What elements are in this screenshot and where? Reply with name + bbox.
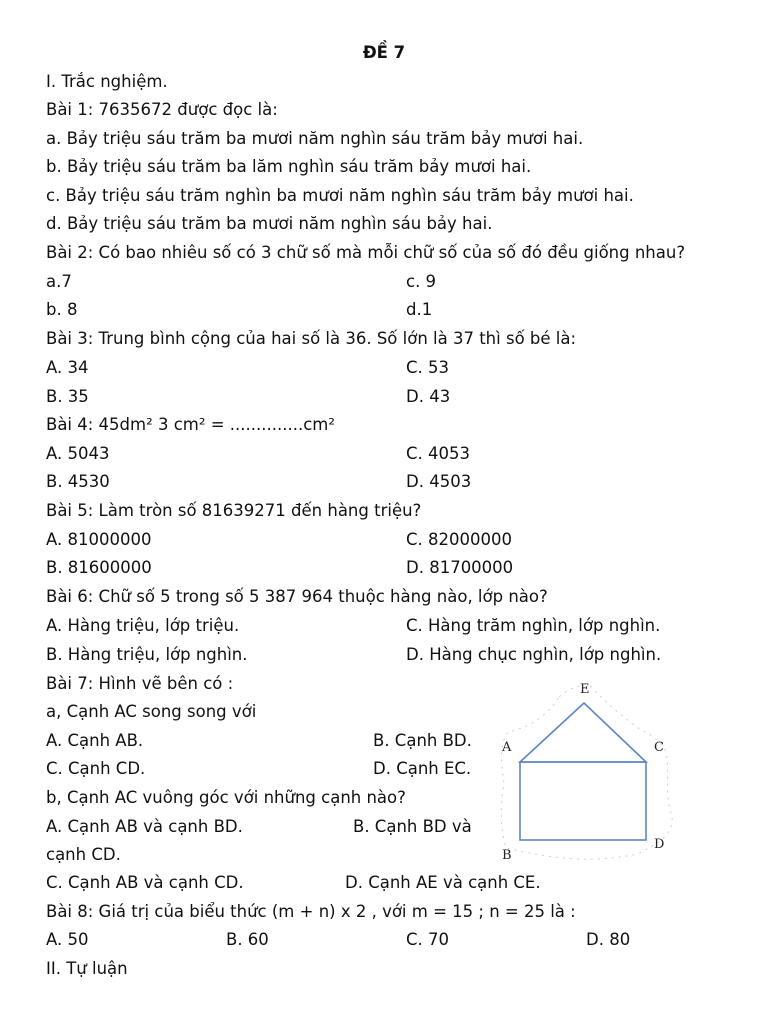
question-1-option-a: a. Bảy triệu sáu trăm ba mươi năm nghìn sáu trăm bảy mươi hai. xyxy=(46,129,584,148)
vertex-label-b: B xyxy=(502,848,512,863)
question-7a-option-c: C. Cạnh CD. xyxy=(46,759,146,778)
question-1-stem: Bài 1: 7635672 được đọc là: xyxy=(46,100,278,119)
question-2-option-d: d.1 xyxy=(406,300,433,319)
question-7-part-a: a, Cạnh AC song song với xyxy=(46,702,257,721)
question-4-option-b: B. 4530 xyxy=(46,472,110,491)
question-1-option-b: b. Bảy triệu sáu trăm ba lăm nghìn sáu trăm bảy mươi hai. xyxy=(46,157,532,176)
question-7a-option-a: A. Cạnh AB. xyxy=(46,731,144,750)
question-6-option-d: D. Hàng chục nghìn, lớp nghìn. xyxy=(406,645,662,664)
question-5-option-c: C. 82000000 xyxy=(406,530,512,549)
question-7b-option-b-continued: cạnh CD. xyxy=(46,845,121,864)
section-multiple-choice: I. Trắc nghiệm. xyxy=(46,72,168,91)
question-4-stem: Bài 4: 45dm² 3 cm² = ..............cm² xyxy=(46,415,335,434)
question-5-stem: Bài 5: Làm tròn số 81639271 đến hàng triệu? xyxy=(46,501,422,520)
question-3-option-b: B. 35 xyxy=(46,387,89,406)
question-5-option-a: A. 81000000 xyxy=(46,530,152,549)
page-title: ĐỀ 7 xyxy=(362,43,406,62)
vertex-label-d: D xyxy=(654,837,665,852)
triangle-aec xyxy=(520,703,646,762)
house-figure-svg xyxy=(488,676,678,866)
vertex-label-c: C xyxy=(654,740,664,755)
vertex-label-a: A xyxy=(502,740,512,755)
question-8-option-b: B. 60 xyxy=(226,930,269,949)
question-5-option-b: B. 81600000 xyxy=(46,558,152,577)
question-7b-option-d: D. Cạnh AE và cạnh CE. xyxy=(345,873,541,892)
question-7a-option-b: B. Cạnh BD. xyxy=(373,731,472,750)
question-3-option-c: C. 53 xyxy=(406,358,450,377)
question-7-stem: Bài 7: Hình vẽ bên có : xyxy=(46,674,234,693)
question-3-option-d: D. 43 xyxy=(406,387,451,406)
question-4-option-d: D. 4503 xyxy=(406,472,472,491)
rectangle-abdc xyxy=(520,762,646,840)
question-7-part-b: b, Cạnh AC vuông góc với những cạnh nào? xyxy=(46,788,406,807)
question-2-option-a: a.7 xyxy=(46,272,72,291)
question-8-option-d: D. 80 xyxy=(586,930,631,949)
section-essay: II. Tự luận xyxy=(46,959,128,978)
question-2-option-c: c. 9 xyxy=(406,272,437,291)
question-1-option-d: d. Bảy triệu sáu trăm ba mươi năm nghìn sáu bảy hai. xyxy=(46,214,493,233)
question-7b-option-c: C. Cạnh AB và cạnh CD. xyxy=(46,873,244,892)
question-3-stem: Bài 3: Trung bình cộng của hai số là 36. Số lớn là 37 thì số bé là: xyxy=(46,329,577,348)
question-8-option-a: A. 50 xyxy=(46,930,89,949)
question-2-option-b: b. 8 xyxy=(46,300,78,319)
question-6-stem: Bài 6: Chữ số 5 trong số 5 387 964 thuộc hàng nào, lớp nào? xyxy=(46,587,548,606)
question-5-option-d: D. 81700000 xyxy=(406,558,514,577)
question-8-option-c: C. 70 xyxy=(406,930,450,949)
question-4-option-a: A. 5043 xyxy=(46,444,110,463)
question-8-stem: Bài 8: Giá trị của biểu thức (m + n) x 2 , với m = 15 ; n = 25 là : xyxy=(46,902,576,921)
question-1-option-c: c. Bảy triệu sáu trăm nghìn ba mươi năm nghìn sáu trăm bảy mươi hai. xyxy=(46,186,634,205)
question-4-option-c: C. 4053 xyxy=(406,444,471,463)
question-6-option-b: B. Hàng triệu, lớp nghìn. xyxy=(46,645,248,664)
vertex-label-e: E xyxy=(580,682,590,697)
question-7a-option-d: D. Cạnh EC. xyxy=(373,759,472,778)
question-3-option-a: A. 34 xyxy=(46,358,89,377)
question-2-stem: Bài 2: Có bao nhiêu số có 3 chữ số mà mỗi chữ số của số đó đều giống nhau? xyxy=(46,243,686,262)
question-7b-option-b: B. Cạnh BD và xyxy=(353,817,472,836)
question-6-option-a: A. Hàng triệu, lớp triệu. xyxy=(46,616,240,635)
question-7b-option-a: A. Cạnh AB và cạnh BD. xyxy=(46,817,243,836)
house-figure xyxy=(488,676,678,866)
question-6-option-c: C. Hàng trăm nghìn, lớp nghìn. xyxy=(406,616,661,635)
